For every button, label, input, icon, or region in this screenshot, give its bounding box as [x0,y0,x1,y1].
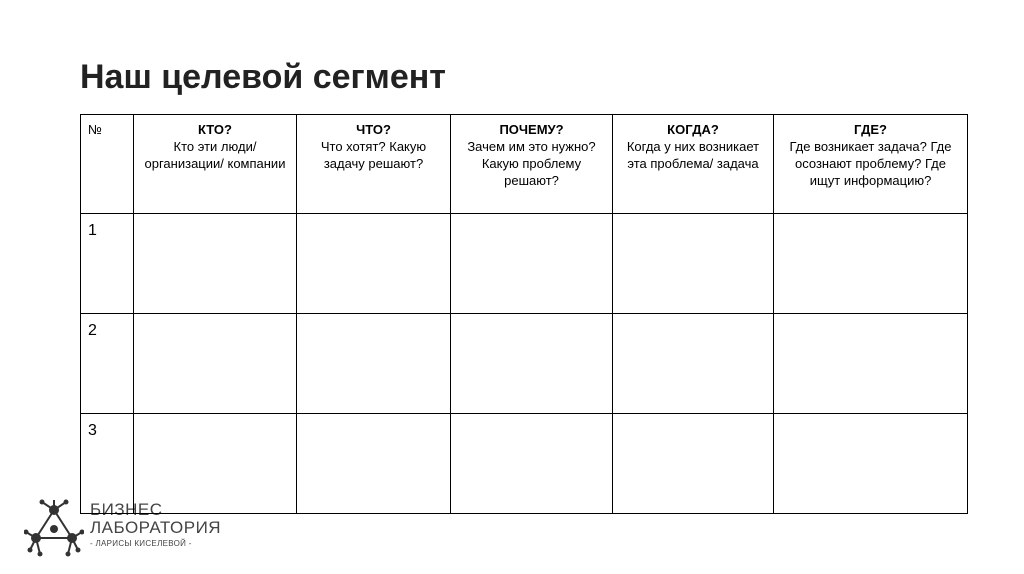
column-header-number: № [81,115,134,214]
table-cell[interactable] [613,314,774,414]
table-row [81,414,968,514]
table-cell[interactable] [774,414,968,514]
logo-text: ЛАБОРАТОРИЯ [90,518,222,537]
logo-molecule-icon [24,498,84,558]
segment-table [80,114,968,514]
table-cell[interactable] [613,414,774,514]
table-cell[interactable] [774,314,968,414]
table-cell[interactable] [134,214,297,314]
table-cell[interactable] [297,314,451,414]
table-cell[interactable] [774,214,968,314]
table-cell[interactable] [451,314,613,414]
table-header-row [81,115,968,214]
column-header-why: ПОЧЕМУ? Зачем им это нужно? Какую проблему решают? [451,115,613,214]
column-header-who: КТО? Кто эти люди/ организации/ компании [134,115,297,214]
table-row [81,214,968,314]
column-header-what: ЧТО? Что хотят? Какую задачу решают? [297,115,451,214]
table-cell[interactable] [451,214,613,314]
table-cell[interactable] [134,314,297,414]
table-row [81,314,968,414]
logo-text: БИЗНЕС [90,500,163,519]
table-cell[interactable] [297,214,451,314]
table-cell[interactable] [451,414,613,514]
row-number: 3 [81,414,134,514]
table-cell[interactable] [613,214,774,314]
logo-subtext: - ЛАРИСЫ КИСЕЛЕВОЙ - [90,539,192,548]
column-header-when: КОГДА? Когда у них возникает эта проблема/ задача [613,115,774,214]
row-number: 2 [81,314,134,414]
row-number: 1 [81,214,134,314]
table-cell[interactable] [297,414,451,514]
page-title: Наш целевой сегмент [80,58,446,96]
table-cell[interactable] [134,414,297,514]
column-header-where: ГДЕ? Где возникает задача? Где осознают проблему? Где ищут информацию? [774,115,968,214]
